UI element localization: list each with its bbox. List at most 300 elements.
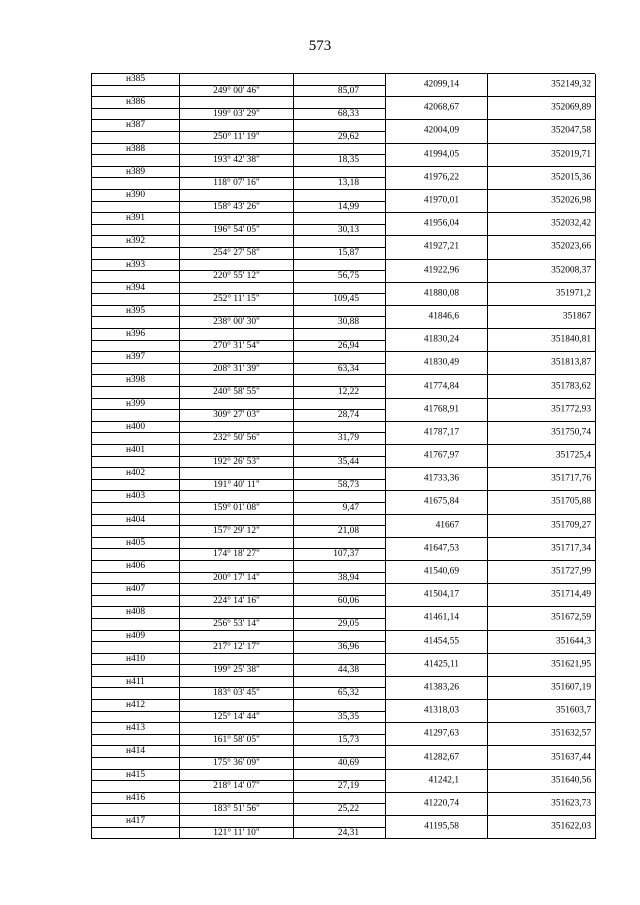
x-coordinate-cell xyxy=(386,677,488,700)
segment-length-cell-text: 12,22 xyxy=(337,387,359,398)
direction-angle-cell-text: 192° 26' 53" xyxy=(213,456,260,467)
y-coordinate-cell xyxy=(488,167,596,190)
segment-length-cell xyxy=(294,86,386,98)
empty-cell xyxy=(180,306,294,318)
empty-cell xyxy=(92,503,180,515)
y-coordinate-cell-text: 351672,59 xyxy=(551,612,591,623)
direction-angle-cell-text: 121° 11' 10" xyxy=(213,827,260,838)
y-coordinate-cell-text: 351971,2 xyxy=(555,288,591,299)
point-name-cell xyxy=(92,144,180,156)
x-coordinate-cell-text: 41733,36 xyxy=(423,473,459,484)
x-coordinate-cell-text: 41768,91 xyxy=(423,404,459,415)
empty-cell xyxy=(294,746,386,758)
empty-cell xyxy=(92,480,180,492)
segment-length-cell xyxy=(294,665,386,677)
coordinates-grid xyxy=(91,73,595,839)
empty-cell xyxy=(180,793,294,805)
direction-angle-cell-text: 270° 31' 54" xyxy=(213,340,260,351)
empty-cell xyxy=(294,283,386,295)
segment-length-cell xyxy=(294,712,386,724)
x-coordinate-cell xyxy=(386,97,488,120)
direction-angle-cell xyxy=(180,642,294,654)
empty-cell xyxy=(180,375,294,387)
point-name-cell-text: н413 xyxy=(125,723,146,734)
empty-cell xyxy=(92,781,180,793)
x-coordinate-cell-text: 41675,84 xyxy=(423,496,459,507)
x-coordinate-cell-text: 41994,05 xyxy=(423,149,459,160)
point-name-cell xyxy=(92,677,180,689)
direction-angle-cell-text: 157° 29' 12" xyxy=(213,526,260,537)
y-coordinate-cell xyxy=(488,793,596,816)
direction-angle-cell-text: 183° 03' 45" xyxy=(213,688,260,699)
y-coordinate-cell-text: 351644,3 xyxy=(555,636,591,647)
x-coordinate-cell-text: 42068,67 xyxy=(423,102,459,113)
x-coordinate-cell xyxy=(386,700,488,723)
empty-cell xyxy=(180,770,294,782)
empty-cell xyxy=(294,816,386,828)
empty-cell xyxy=(180,515,294,527)
direction-angle-cell xyxy=(180,109,294,121)
empty-cell xyxy=(180,538,294,550)
point-name-cell xyxy=(92,74,180,86)
segment-length-cell xyxy=(294,804,386,816)
empty-cell xyxy=(294,468,386,480)
y-coordinate-cell-text: 351621,95 xyxy=(551,659,591,670)
segment-length-cell-text: 15,87 xyxy=(337,247,359,258)
point-name-cell xyxy=(92,607,180,619)
empty-cell xyxy=(294,445,386,457)
direction-angle-cell xyxy=(180,294,294,306)
x-coordinate-cell-text: 41540,69 xyxy=(423,566,459,577)
direction-angle-cell xyxy=(180,735,294,747)
segment-length-cell xyxy=(294,202,386,214)
direction-angle-cell-text: 250° 11' 19" xyxy=(213,131,260,142)
point-name-cell-text: н415 xyxy=(125,769,146,780)
y-coordinate-cell xyxy=(488,213,596,236)
x-coordinate-cell-text: 41647,53 xyxy=(423,543,459,554)
point-name-cell xyxy=(92,793,180,805)
point-name-cell xyxy=(92,306,180,318)
point-name-cell-text: н385 xyxy=(125,74,146,84)
empty-cell xyxy=(294,213,386,225)
y-coordinate-cell-text: 351813,87 xyxy=(551,357,591,368)
x-coordinate-cell-text: 41195,58 xyxy=(424,821,459,832)
segment-length-cell xyxy=(294,503,386,515)
empty-cell xyxy=(92,294,180,306)
point-name-cell-text: н414 xyxy=(125,746,146,757)
direction-angle-cell-text: 199° 03' 29" xyxy=(213,108,260,119)
empty-cell xyxy=(92,317,180,329)
empty-cell xyxy=(294,770,386,782)
empty-cell xyxy=(92,665,180,677)
empty-cell xyxy=(92,109,180,121)
point-name-cell xyxy=(92,561,180,573)
point-name-cell-text: н409 xyxy=(125,630,146,641)
empty-cell xyxy=(294,260,386,272)
empty-cell xyxy=(92,178,180,190)
segment-length-cell xyxy=(294,781,386,793)
direction-angle-cell-text: 256° 53' 14" xyxy=(213,618,260,629)
empty-cell xyxy=(294,306,386,318)
empty-cell xyxy=(92,642,180,654)
empty-cell xyxy=(180,167,294,179)
x-coordinate-cell-text: 41242,1 xyxy=(428,775,459,786)
page-number: 573 xyxy=(308,38,332,54)
segment-length-cell xyxy=(294,828,386,840)
point-name-cell xyxy=(92,700,180,712)
x-coordinate-cell-text: 42099,14 xyxy=(423,79,459,90)
x-coordinate-cell xyxy=(386,607,488,630)
segment-length-cell-text: 68,33 xyxy=(337,108,359,119)
x-coordinate-cell xyxy=(386,306,488,329)
x-coordinate-cell-text: 41976,22 xyxy=(423,172,459,183)
x-coordinate-cell xyxy=(386,631,488,654)
empty-cell xyxy=(294,607,386,619)
y-coordinate-cell-text: 352008,37 xyxy=(551,265,591,276)
empty-cell xyxy=(294,236,386,248)
y-coordinate-cell xyxy=(488,236,596,259)
y-coordinate-cell-text: 351840,81 xyxy=(551,334,591,345)
direction-angle-cell-text: 240° 58' 55" xyxy=(213,387,260,398)
direction-angle-cell-text: 200° 17' 14" xyxy=(213,572,260,583)
point-name-cell-text: н395 xyxy=(125,305,146,316)
segment-length-cell-text: 56,75 xyxy=(337,271,359,282)
empty-cell xyxy=(294,329,386,341)
y-coordinate-cell-text: 351725,4 xyxy=(555,450,591,461)
x-coordinate-cell xyxy=(386,468,488,491)
point-name-cell-text: н399 xyxy=(125,398,146,409)
direction-angle-cell-text: 217° 12' 17" xyxy=(213,642,260,653)
empty-cell xyxy=(180,631,294,643)
empty-cell xyxy=(92,364,180,376)
empty-cell xyxy=(294,515,386,527)
y-coordinate-cell-text: 351867 xyxy=(562,311,591,322)
x-coordinate-cell xyxy=(386,260,488,283)
segment-length-cell-text: 9,47 xyxy=(342,502,359,513)
point-name-cell-text: н391 xyxy=(125,213,146,224)
empty-cell xyxy=(294,120,386,132)
direction-angle-cell xyxy=(180,271,294,283)
empty-cell xyxy=(180,352,294,364)
empty-cell xyxy=(92,758,180,770)
segment-length-cell-text: 63,34 xyxy=(337,363,359,374)
point-name-cell xyxy=(92,654,180,666)
empty-cell xyxy=(180,283,294,295)
segment-length-cell xyxy=(294,317,386,329)
x-coordinate-cell xyxy=(386,584,488,607)
point-name-cell xyxy=(92,352,180,364)
empty-cell xyxy=(294,74,386,86)
point-name-cell xyxy=(92,167,180,179)
segment-length-cell-text: 27,19 xyxy=(337,781,359,792)
point-name-cell-text: н390 xyxy=(125,189,146,200)
direction-angle-cell-text: 252° 11' 15" xyxy=(213,294,260,305)
point-name-cell xyxy=(92,120,180,132)
empty-cell xyxy=(92,271,180,283)
y-coordinate-cell xyxy=(488,74,596,97)
y-coordinate-cell-text: 351750,74 xyxy=(551,427,591,438)
point-name-cell xyxy=(92,468,180,480)
y-coordinate-cell-text: 351772,93 xyxy=(551,404,591,415)
x-coordinate-cell xyxy=(386,213,488,236)
segment-length-cell xyxy=(294,642,386,654)
direction-angle-cell-text: 159° 01' 08" xyxy=(213,502,260,513)
segment-length-cell-text: 85,07 xyxy=(337,85,359,96)
y-coordinate-cell-text: 351637,44 xyxy=(551,752,591,763)
point-name-cell xyxy=(92,538,180,550)
empty-cell xyxy=(92,688,180,700)
empty-cell xyxy=(92,735,180,747)
empty-cell xyxy=(180,468,294,480)
y-coordinate-cell xyxy=(488,584,596,607)
y-coordinate-cell xyxy=(488,770,596,793)
x-coordinate-cell-text: 41830,24 xyxy=(423,334,459,345)
segment-length-cell-text: 60,06 xyxy=(337,595,359,606)
x-coordinate-cell xyxy=(386,445,488,468)
segment-length-cell xyxy=(294,109,386,121)
x-coordinate-cell xyxy=(386,770,488,793)
empty-cell xyxy=(294,584,386,596)
x-coordinate-cell xyxy=(386,190,488,213)
empty-cell xyxy=(92,410,180,422)
y-coordinate-cell xyxy=(488,746,596,769)
point-name-cell-text: н386 xyxy=(125,97,146,108)
point-name-cell-text: н405 xyxy=(125,537,146,548)
direction-angle-cell-text: 125° 14' 44" xyxy=(213,711,260,722)
point-name-cell xyxy=(92,97,180,109)
x-coordinate-cell-text: 41383,26 xyxy=(423,682,459,693)
y-coordinate-cell xyxy=(488,654,596,677)
empty-cell xyxy=(92,804,180,816)
empty-cell xyxy=(180,723,294,735)
segment-length-cell-text: 109,45 xyxy=(333,294,359,305)
x-coordinate-cell-text: 41774,84 xyxy=(423,381,459,392)
y-coordinate-cell-text: 352023,66 xyxy=(551,241,591,252)
empty-cell xyxy=(180,422,294,434)
x-coordinate-cell-text: 41846,6 xyxy=(428,311,459,322)
direction-angle-cell-text: 232° 50' 56" xyxy=(213,433,260,444)
x-coordinate-cell xyxy=(386,793,488,816)
empty-cell xyxy=(92,202,180,214)
x-coordinate-cell xyxy=(386,375,488,398)
x-coordinate-cell xyxy=(386,491,488,514)
segment-length-cell-text: 38,94 xyxy=(337,572,359,583)
y-coordinate-cell xyxy=(488,144,596,167)
segment-length-cell xyxy=(294,155,386,167)
direction-angle-cell-text: 161° 58' 05" xyxy=(213,734,260,745)
empty-cell xyxy=(180,260,294,272)
point-name-cell-text: н400 xyxy=(125,421,146,432)
x-coordinate-cell xyxy=(386,120,488,143)
y-coordinate-cell-text: 352047,58 xyxy=(551,125,591,136)
empty-cell xyxy=(294,723,386,735)
x-coordinate-cell xyxy=(386,654,488,677)
segment-length-cell-text: 58,73 xyxy=(337,479,359,490)
segment-length-cell xyxy=(294,735,386,747)
y-coordinate-cell xyxy=(488,515,596,538)
direction-angle-cell xyxy=(180,573,294,585)
empty-cell xyxy=(92,712,180,724)
point-name-cell-text: н403 xyxy=(125,491,146,502)
empty-cell xyxy=(180,746,294,758)
x-coordinate-cell xyxy=(386,399,488,422)
direction-angle-cell-text: 196° 54' 05" xyxy=(213,224,260,235)
point-name-cell xyxy=(92,213,180,225)
x-coordinate-cell-text: 41970,01 xyxy=(423,195,459,206)
point-name-cell xyxy=(92,816,180,828)
direction-angle-cell xyxy=(180,364,294,376)
x-coordinate-cell xyxy=(386,723,488,746)
segment-length-cell-text: 13,18 xyxy=(337,178,359,189)
x-coordinate-cell-text: 41282,67 xyxy=(423,752,459,763)
y-coordinate-cell xyxy=(488,538,596,561)
direction-angle-cell-text: 220° 55' 12" xyxy=(213,271,260,282)
segment-length-cell-text: 31,79 xyxy=(337,433,359,444)
segment-length-cell-text: 21,08 xyxy=(337,526,359,537)
x-coordinate-cell xyxy=(386,538,488,561)
empty-cell xyxy=(294,190,386,202)
x-coordinate-cell-text: 41504,17 xyxy=(423,589,459,600)
point-name-cell xyxy=(92,236,180,248)
y-coordinate-cell-text: 351717,34 xyxy=(551,543,591,554)
segment-length-cell xyxy=(294,688,386,700)
segment-length-cell-text: 24,31 xyxy=(337,827,359,838)
segment-length-cell-text: 15,73 xyxy=(337,734,359,745)
y-coordinate-cell xyxy=(488,700,596,723)
point-name-cell xyxy=(92,584,180,596)
direction-angle-cell xyxy=(180,387,294,399)
empty-cell xyxy=(180,654,294,666)
segment-length-cell xyxy=(294,341,386,353)
empty-cell xyxy=(294,491,386,503)
point-name-cell-text: н388 xyxy=(125,143,146,154)
empty-cell xyxy=(92,549,180,561)
x-coordinate-cell-text: 41922,96 xyxy=(423,265,459,276)
empty-cell xyxy=(294,375,386,387)
x-coordinate-cell xyxy=(386,816,488,839)
y-coordinate-cell xyxy=(488,422,596,445)
direction-angle-cell-text: 309° 27' 03" xyxy=(213,410,260,421)
point-name-cell-text: н397 xyxy=(125,352,146,363)
empty-cell xyxy=(180,700,294,712)
direction-angle-cell xyxy=(180,317,294,329)
segment-length-cell-text: 30,13 xyxy=(337,224,359,235)
y-coordinate-cell-text: 351607,19 xyxy=(551,682,591,693)
empty-cell xyxy=(92,457,180,469)
point-name-cell xyxy=(92,746,180,758)
point-name-cell-text: н404 xyxy=(125,514,146,525)
direction-angle-cell xyxy=(180,433,294,445)
point-name-cell-text: н407 xyxy=(125,584,146,595)
segment-length-cell xyxy=(294,619,386,631)
y-coordinate-cell xyxy=(488,723,596,746)
direction-angle-cell xyxy=(180,248,294,260)
empty-cell xyxy=(180,677,294,689)
segment-length-cell xyxy=(294,457,386,469)
point-name-cell xyxy=(92,260,180,272)
direction-angle-cell xyxy=(180,619,294,631)
point-name-cell-text: н410 xyxy=(125,653,146,664)
y-coordinate-cell xyxy=(488,352,596,375)
segment-length-cell-text: 40,69 xyxy=(337,758,359,769)
x-coordinate-cell-text: 41461,14 xyxy=(423,612,459,623)
direction-angle-cell xyxy=(180,457,294,469)
segment-length-cell xyxy=(294,271,386,283)
point-name-cell xyxy=(92,445,180,457)
direction-angle-cell-text: 249° 00' 46" xyxy=(213,85,260,96)
direction-angle-cell xyxy=(180,341,294,353)
direction-angle-cell xyxy=(180,804,294,816)
point-name-cell xyxy=(92,399,180,411)
point-name-cell-text: н393 xyxy=(125,259,146,270)
empty-cell xyxy=(92,132,180,144)
empty-cell xyxy=(92,573,180,585)
direction-angle-cell-text: 254° 27' 58" xyxy=(213,247,260,258)
point-name-cell xyxy=(92,190,180,202)
point-name-cell-text: н394 xyxy=(125,282,146,293)
empty-cell xyxy=(92,387,180,399)
x-coordinate-cell xyxy=(386,515,488,538)
empty-cell xyxy=(180,190,294,202)
point-name-cell xyxy=(92,375,180,387)
x-coordinate-cell-text: 41956,04 xyxy=(423,218,459,229)
direction-angle-cell xyxy=(180,178,294,190)
y-coordinate-cell xyxy=(488,445,596,468)
y-coordinate-cell-text: 351622,03 xyxy=(551,821,591,832)
x-coordinate-cell-text: 41297,63 xyxy=(423,728,459,739)
x-coordinate-cell-text: 41767,97 xyxy=(423,450,459,461)
x-coordinate-cell xyxy=(386,283,488,306)
point-name-cell-text: н387 xyxy=(125,120,146,131)
empty-cell xyxy=(180,74,294,86)
y-coordinate-cell-text: 352026,98 xyxy=(551,195,591,206)
y-coordinate-cell xyxy=(488,283,596,306)
direction-angle-cell xyxy=(180,132,294,144)
point-name-cell xyxy=(92,329,180,341)
direction-angle-cell-text: 208° 31' 39" xyxy=(213,363,260,374)
empty-cell xyxy=(92,526,180,538)
point-name-cell-text: н408 xyxy=(125,607,146,618)
x-coordinate-cell-text: 41787,17 xyxy=(423,427,459,438)
y-coordinate-cell-text: 351623,73 xyxy=(551,798,591,809)
empty-cell xyxy=(92,596,180,608)
direction-angle-cell xyxy=(180,712,294,724)
point-name-cell xyxy=(92,631,180,643)
empty-cell xyxy=(180,816,294,828)
point-name-cell-text: н401 xyxy=(125,445,146,455)
segment-length-cell-text: 30,88 xyxy=(337,317,359,328)
segment-length-cell xyxy=(294,387,386,399)
point-name-cell-text: н396 xyxy=(125,329,146,340)
x-coordinate-cell xyxy=(386,329,488,352)
x-coordinate-cell-text: 41927,21 xyxy=(423,241,459,252)
direction-angle-cell xyxy=(180,155,294,167)
empty-cell xyxy=(92,433,180,445)
direction-angle-cell xyxy=(180,828,294,840)
empty-cell xyxy=(180,213,294,225)
segment-length-cell xyxy=(294,596,386,608)
x-coordinate-cell-text: 41667 xyxy=(435,520,459,531)
segment-length-cell xyxy=(294,248,386,260)
y-coordinate-cell xyxy=(488,97,596,120)
direction-angle-cell xyxy=(180,781,294,793)
y-coordinate-cell xyxy=(488,306,596,329)
empty-cell xyxy=(92,225,180,237)
empty-cell xyxy=(294,97,386,109)
empty-cell xyxy=(294,167,386,179)
empty-cell xyxy=(180,144,294,156)
segment-length-cell-text: 29,05 xyxy=(337,618,359,629)
